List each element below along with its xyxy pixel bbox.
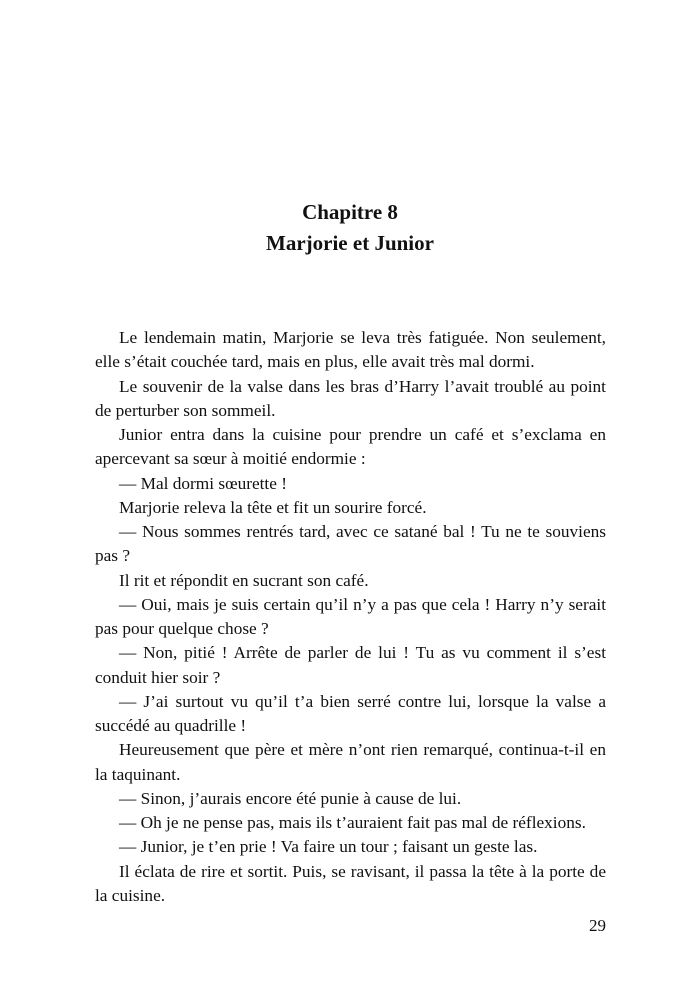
chapter-title: Marjorie et Junior [266, 231, 434, 255]
paragraph: Il éclata de rire et sortit. Puis, se ravisant, il passa la tête à la porte de la cuisine. [95, 861, 606, 905]
paragraph: — Oh je ne pense pas, mais ils t’auraient fait pas mal de réflexions. [119, 813, 586, 832]
paragraph: — Nous sommes rentrés tard, avec ce satané bal ! Tu ne te souviens pas ? [95, 522, 606, 566]
paragraph: — Mal dormi sœurette ! [119, 473, 287, 493]
paragraph: Il rit et répondit en sucrant son café. [119, 570, 369, 590]
paragraph: — J’ai surtout vu qu’il t’a bien serré contre lui, lorsque la valse a succédé au quadrille ! [95, 691, 606, 735]
paragraph: — Junior, je t’en prie ! Va faire un tour ; faisant un geste las. [119, 837, 538, 857]
paragraph: — Non, pitié ! Arrête de parler de lui ! Tu as vu comment il s’est conduit hier soir ? [95, 643, 606, 687]
page-number: 29 [589, 916, 606, 935]
paragraph: — Sinon, j’aurais encore été punie à cause de lui. [119, 788, 462, 808]
paragraph: Marjorie releva la tête et fit un sourire forcé. [119, 497, 427, 517]
chapter-number: Chapitre 8 [302, 200, 398, 224]
paragraph: Junior entra dans la cuisine pour prendre un café et s’exclama en apercevant sa sœur à moitié endormie : [95, 425, 606, 469]
paragraph: Heureusement que père et mère n’ont rien remarqué, continua-t-il en la taquinant. [95, 740, 606, 784]
paragraph: Le souvenir de la valse dans les bras d’Harry l’avait troublé au point de perturber son sommeil. [95, 376, 606, 420]
paragraph: Le lendemain matin, Marjorie se leva très fatiguée. Non seulement, elle s’était couchée tard, mais en plus, elle avait très mal dormi. [95, 328, 606, 372]
paragraph: — Oui, mais je suis certain qu’il n’y a pas que cela ! Harry n’y serait pas pour quelque chose ? [95, 594, 606, 638]
body-text [95, 326, 606, 908]
